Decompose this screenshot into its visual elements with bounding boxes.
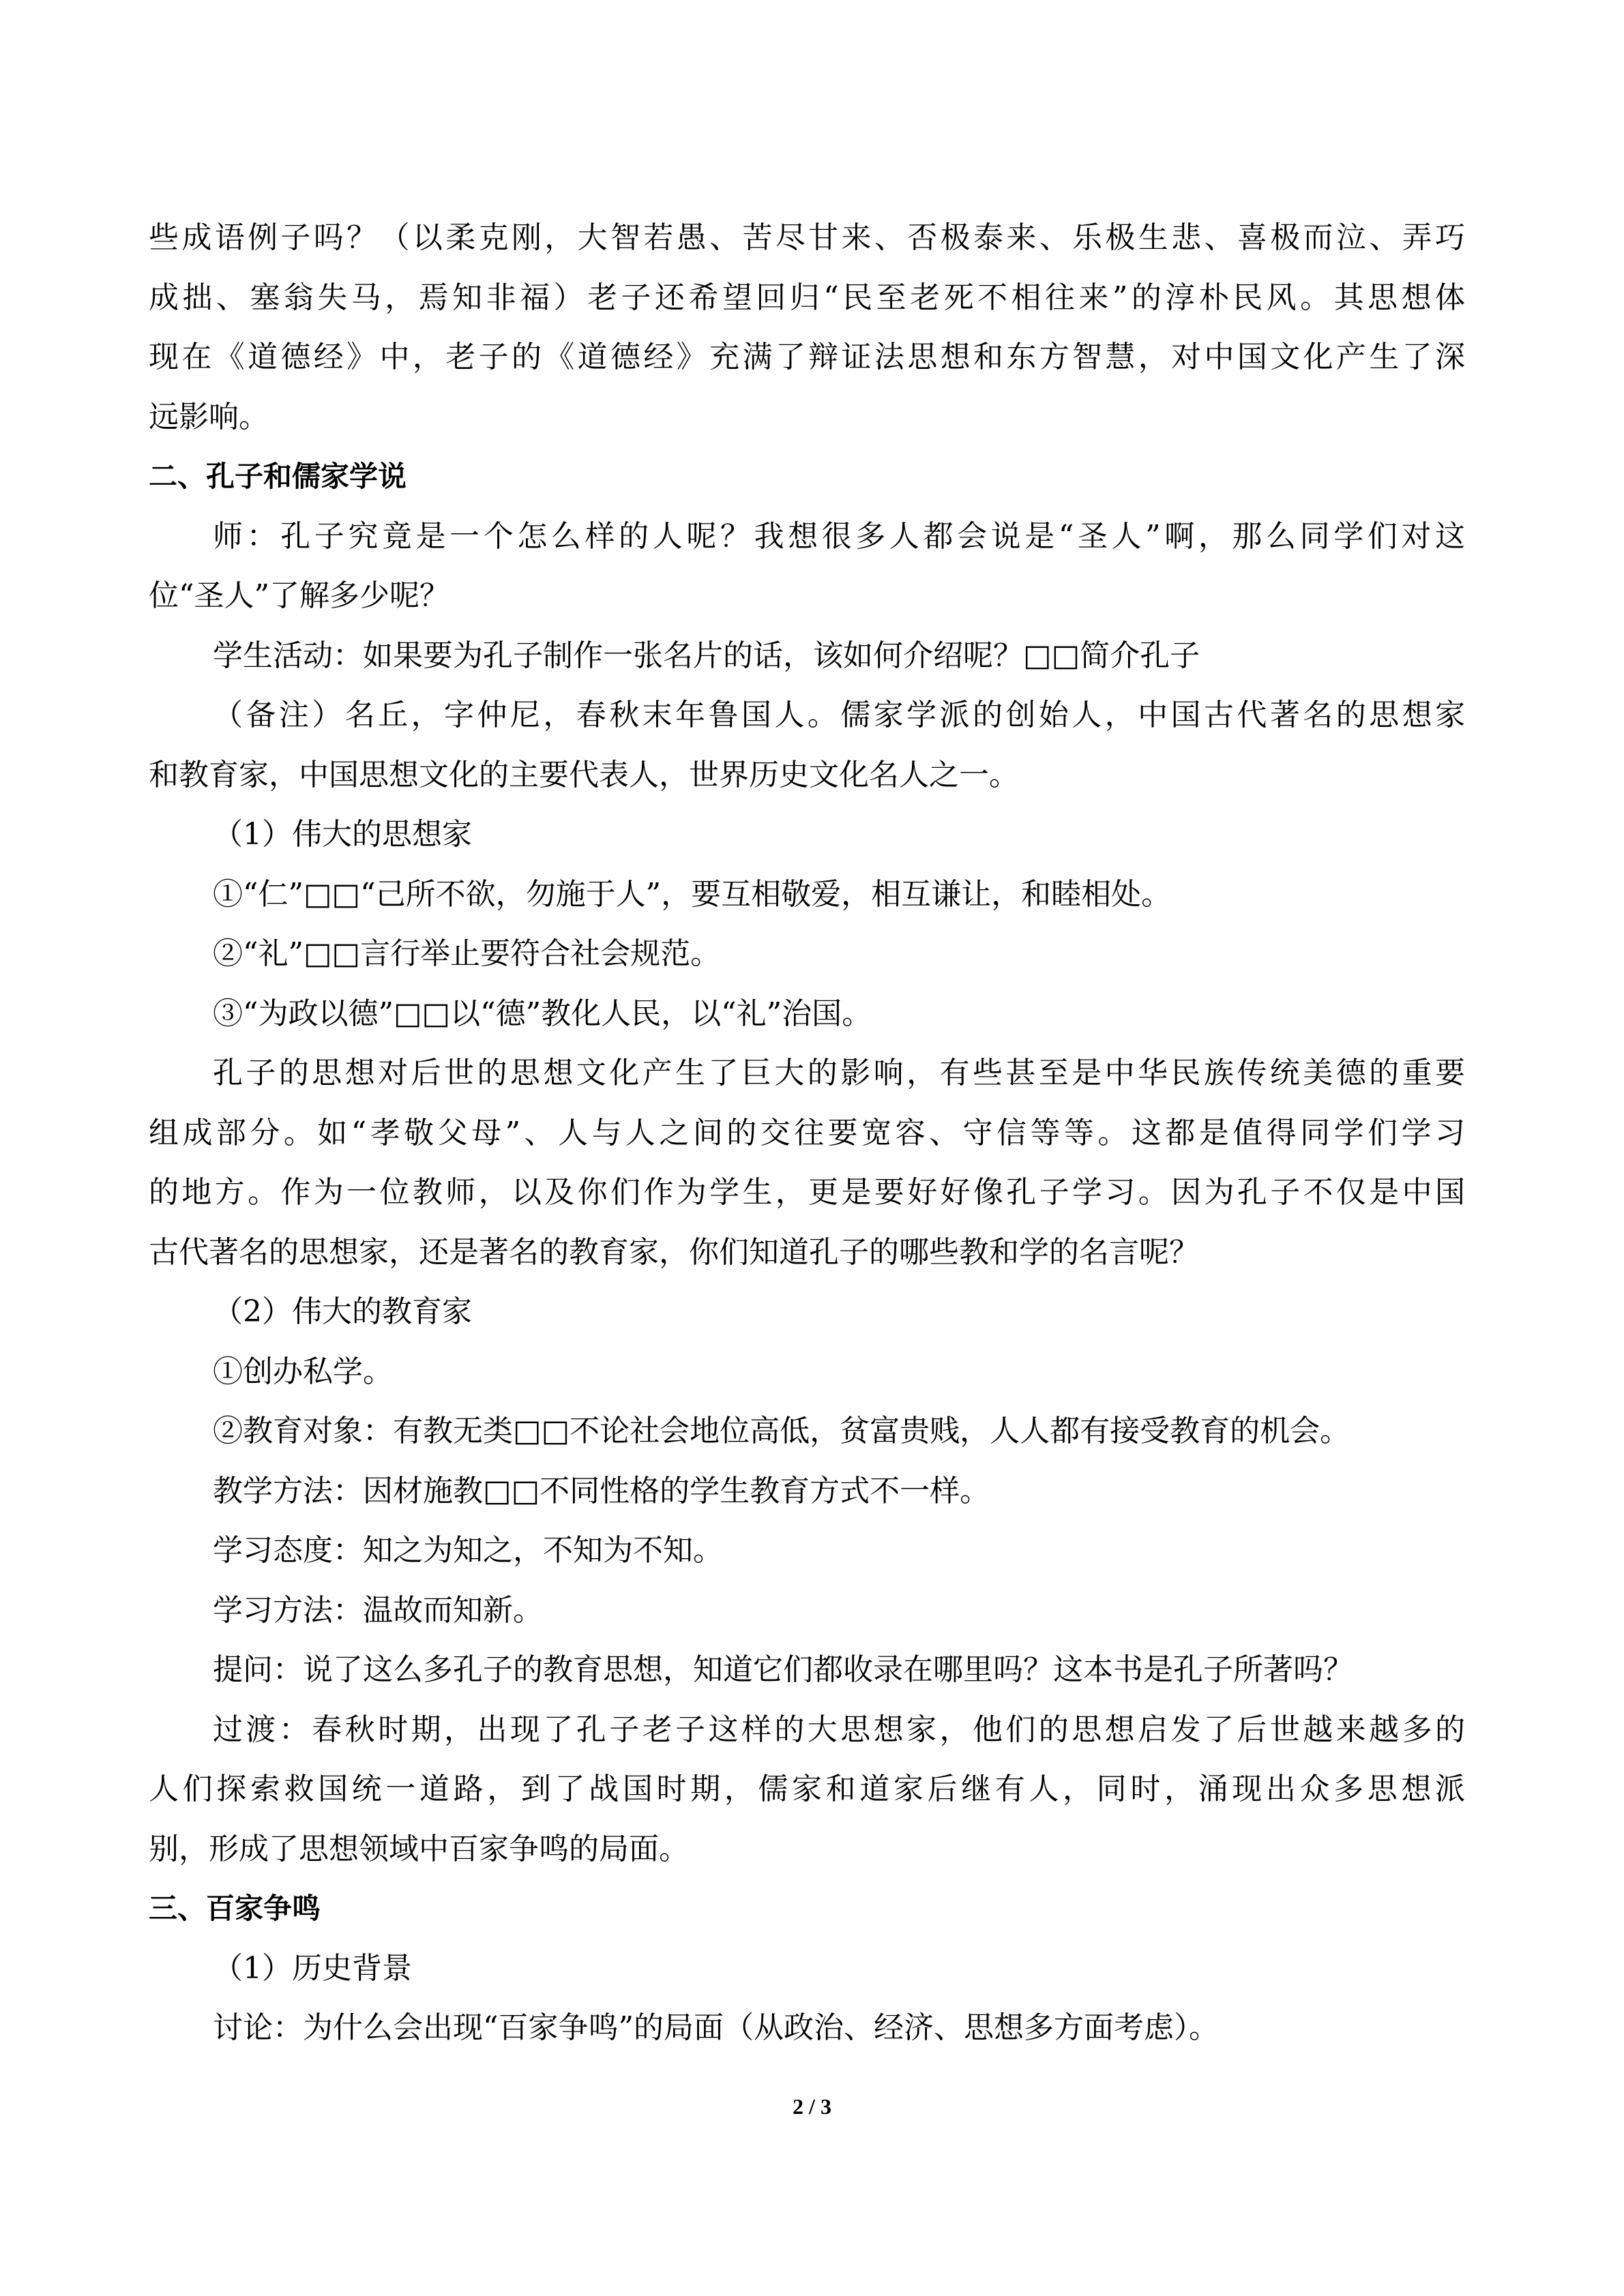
paragraph-line: 成拙、塞翁失马，焉知非福）老子还希望回归“民至老死不相往来”的淳朴民风。其思想体 bbox=[149, 280, 1465, 315]
paragraph-line: 孔子的思想对后世的思想文化产生了巨大的影响，有些甚至是中华民族传统美德的重要 bbox=[213, 1056, 1465, 1090]
paragraph-line: 过渡：春秋时期，出现了孔子老子这样的大思想家，他们的思想启发了后世越来越多的 bbox=[213, 1712, 1465, 1747]
list-item: ①“仁”□□“己所不欲，勿施于人”，要互相敬爱，相互谦让，和睦相处。 bbox=[213, 876, 1172, 912]
list-item: ②教育对象：有教无类□□不论社会地位高低，贫富贵贱，人人都有接受教育的机会。 bbox=[213, 1414, 1350, 1448]
section-heading: 三、百家争鸣 bbox=[149, 1892, 321, 1925]
list-item: 学习方法：温故而知新。 bbox=[213, 1592, 543, 1628]
paragraph-line: 些成语例子吗？（以柔克刚，大智若愚、苦尽甘来、否极泰来、乐极生悲、喜极而泣、弄巧 bbox=[149, 220, 1465, 255]
subsection-heading: （1）历史背景 bbox=[213, 1950, 412, 1986]
list-item: 学习态度：知之为知之，不知为不知。 bbox=[213, 1533, 723, 1568]
list-item: ③“为政以德”□□以“德”教化人民，以“礼”治国。 bbox=[213, 996, 872, 1031]
paragraph-line: 学生活动：如果要为孔子制作一张名片的话，该如何介绍呢？□□简介孔子 bbox=[213, 638, 1200, 673]
list-item: ①创办私学。 bbox=[213, 1354, 393, 1389]
paragraph-line: 人们探索救国统一道路，到了战国时期，儒家和道家后继有人，同时，涌现出众多思想派 bbox=[149, 1772, 1465, 1806]
paragraph-line: （备注）名丘，字仲尼，春秋末年鲁国人。儒家学派的创始人，中国古代著名的思想家 bbox=[213, 698, 1465, 732]
paragraph-line: 组成部分。如“孝敬父母”、人与人之间的交往要宽容、守信等等。这都是值得同学们学习 bbox=[149, 1115, 1465, 1150]
paragraph-line: 师：孔子究竟是一个怎么样的人呢？我想很多人都会说是“圣人”啊，那么同学们对这 bbox=[213, 518, 1465, 554]
paragraph-line: 别，形成了思想领域中百家争鸣的局面。 bbox=[149, 1831, 689, 1866]
paragraph-line: 和教育家，中国思想文化的主要代表人，世界历史文化名人之一。 bbox=[149, 757, 1019, 792]
document-body bbox=[149, 208, 1465, 2058]
page-number: 2 / 3 bbox=[793, 2094, 831, 2119]
paragraph-line: 提问：说了这么多孔子的教育思想，知道它们都收录在哪里吗？这本书是孔子所著吗？ bbox=[213, 1652, 1353, 1687]
list-item: 教学方法：因材施教□□不同性格的学生教育方式不一样。 bbox=[213, 1473, 990, 1508]
paragraph-line: 讨论：为什么会出现“百家争鸣”的局面（从政治、经济、思想多方面考虑）。 bbox=[213, 2010, 1219, 2045]
paragraph-line: 古代著名的思想家，还是著名的教育家，你们知道孔子的哪些教和学的名言呢？ bbox=[149, 1234, 1199, 1270]
paragraph-line: 位“圣人”了解多少呢？ bbox=[149, 578, 449, 613]
subsection-heading: （2）伟大的教育家 bbox=[213, 1294, 472, 1329]
paragraph-line: 远影响。 bbox=[149, 399, 269, 434]
paragraph-line: 现在《道德经》中，老子的《道德经》充满了辩证法思想和东方智慧，对中国文化产生了深 bbox=[149, 340, 1465, 374]
section-heading: 二、孔子和儒家学说 bbox=[149, 460, 407, 493]
subsection-heading: （1）伟大的思想家 bbox=[213, 817, 472, 852]
list-item: ②“礼”□□言行举止要符合社会规范。 bbox=[213, 936, 721, 971]
paragraph-line: 的地方。作为一位教师，以及你们作为学生，更是要好好像孔子学习。因为孔子不仅是中国 bbox=[149, 1175, 1465, 1210]
